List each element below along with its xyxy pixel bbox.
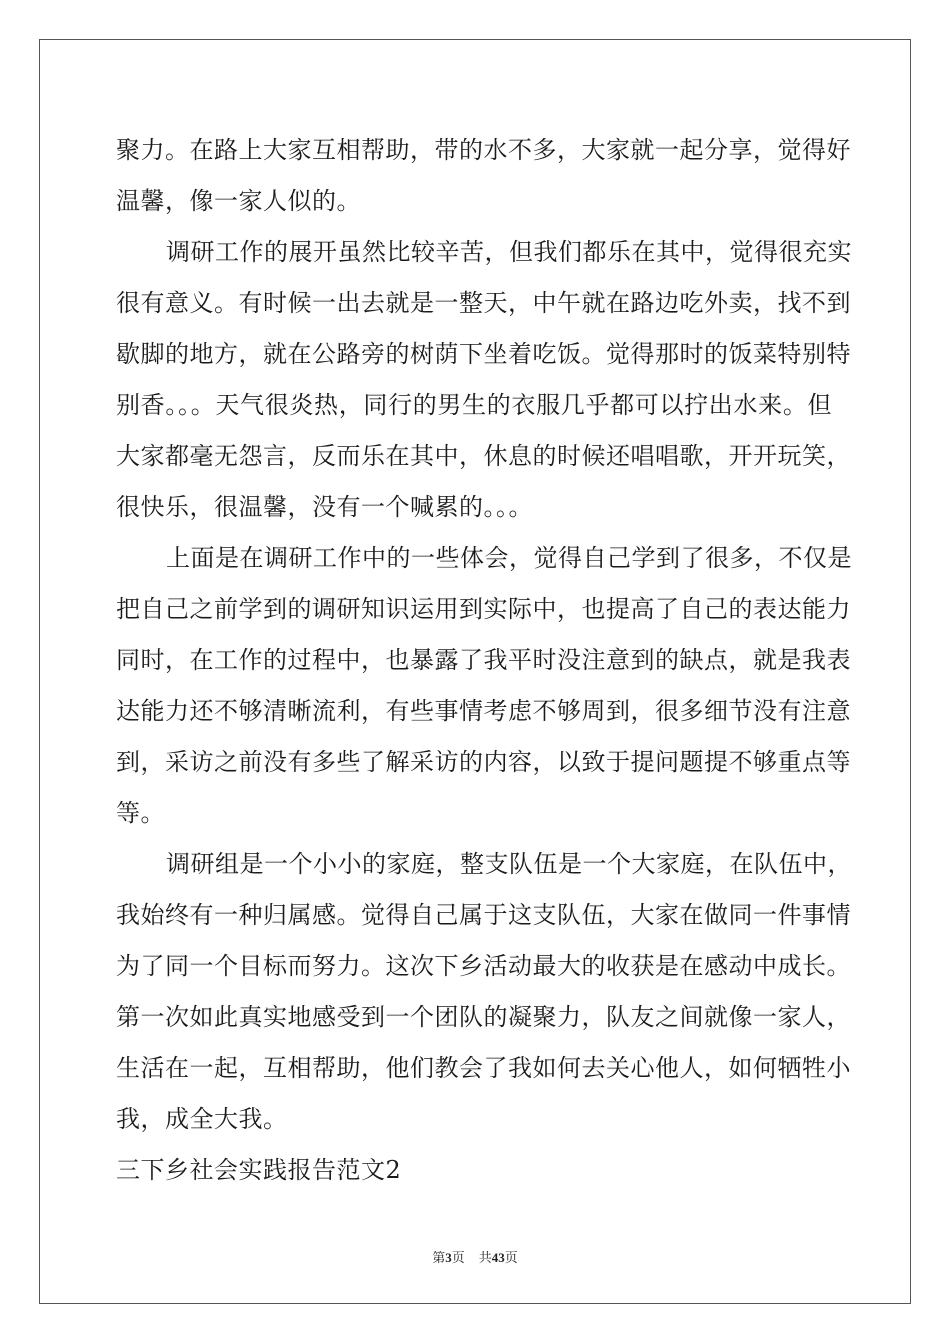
paragraph-first-line: 调研组是一个小小的家庭，整支队伍是一个大家庭，在队伍中， [166, 850, 852, 878]
page-footer [0, 1250, 950, 1266]
paragraph-first-line: 上面是在调研工作中的一些体会，觉得自己学到了很多，不仅是 [166, 544, 852, 572]
text-line: 同时，在工作的过程中，也暴露了我平时没注意到的缺点，就是我表 [116, 646, 851, 674]
total-pages: 43 [491, 1250, 505, 1265]
text-line: 达能力还不够清晰流利，有些事情考虑不够周到，很多细节没有注意 [116, 697, 851, 725]
text-line: 为了同一个目标而努力。这次下乡活动最大的收获是在感动中成长。 [116, 952, 851, 980]
text-line: 第一次如此真实地感受到一个团队的凝聚力，队友之间就像一家人， [116, 1003, 851, 1031]
page-number: 3 [445, 1250, 452, 1265]
text-line: 我，成全大我。 [116, 1105, 288, 1133]
text-line: 把自己之前学到的调研知识运用到实际中，也提高了自己的表达能力 [116, 595, 851, 623]
paragraph-first-line: 调研工作的展开虽然比较辛苦，但我们都乐在其中，觉得很充实 [166, 238, 852, 266]
total-suffix: 页 [504, 1250, 518, 1265]
text-line: 等。 [116, 799, 165, 827]
text-line: 我始终有一种归属感。觉得自己属于这支队伍，大家在做同一件事情 [116, 901, 851, 929]
text-line: 很有意义。有时候一出去就是一整天，中午就在路边吃外卖，找不到 [116, 289, 851, 317]
text-line: 到，采访之前没有多些了解采访的内容，以致于提问题提不够重点等 [116, 748, 851, 776]
text-line: 聚力。在路上大家互相帮助，带的水不多，大家就一起分享，觉得好 [116, 136, 851, 164]
page-suffix: 页 [451, 1250, 465, 1265]
text-line: 生活在一起，互相帮助，他们教会了我如何去关心他人，如何牺牲小 [116, 1054, 851, 1082]
section-heading: 三下乡社会实践报告范文2 [116, 1156, 402, 1184]
text-line: 歇脚的地方，就在公路旁的树荫下坐着吃饭。觉得那时的饭菜特别特 [116, 340, 851, 368]
text-line: 别香。。。天气很炎热，同行的男生的衣服几乎都可以拧出水来。但 [116, 391, 832, 419]
text-line: 很快乐，很温馨，没有一个喊累的。。。 [116, 493, 533, 521]
text-line: 温馨，像一家人似的。 [116, 187, 361, 215]
text-line: 大家都毫无怨言，反而乐在其中，休息的时候还唱唱歌，开开玩笑， [116, 442, 851, 470]
total-prefix: 共 [478, 1250, 492, 1265]
page-prefix: 第 [432, 1250, 446, 1265]
